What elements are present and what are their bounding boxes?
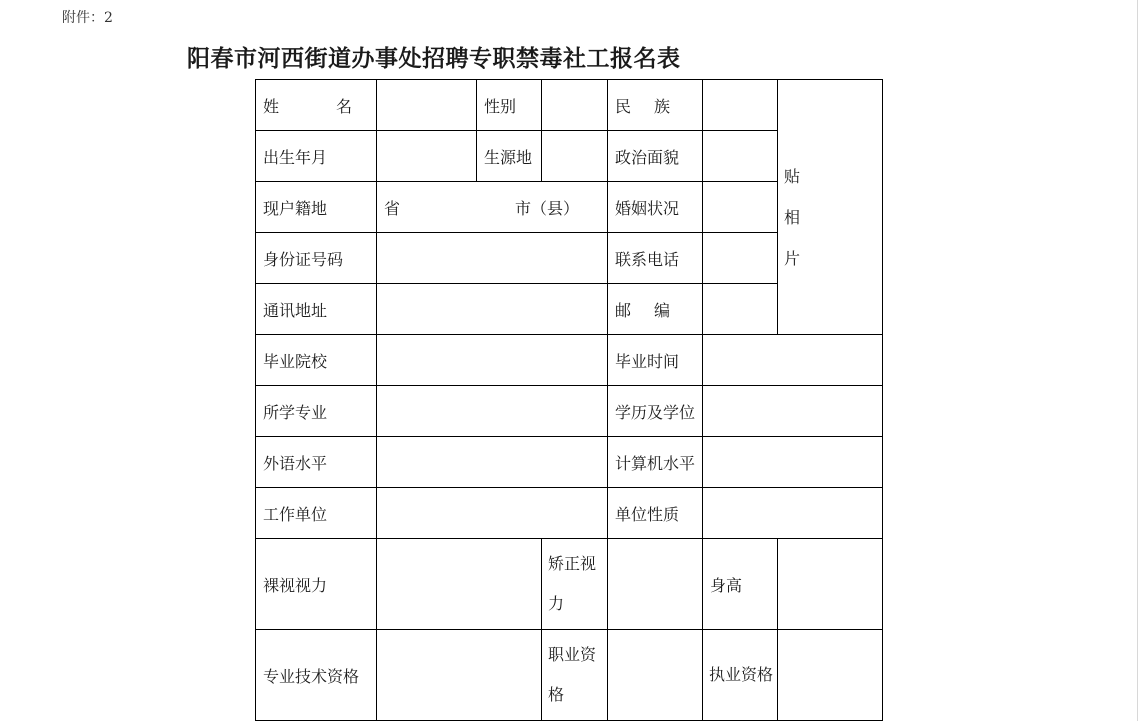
input-language[interactable]: [377, 437, 608, 488]
input-household[interactable]: [377, 182, 608, 233]
input-computer[interactable]: [703, 437, 883, 488]
input-school[interactable]: [377, 335, 608, 386]
label-computer: 计算机水平: [608, 437, 703, 488]
label-name-char1: 姓: [263, 96, 280, 116]
photo-label: [784, 156, 800, 279]
label-province: 省: [384, 198, 401, 218]
row-school: [256, 335, 883, 386]
row-vision: [256, 539, 883, 630]
photo-area[interactable]: [778, 80, 883, 335]
label-major: 所学专业: [256, 386, 377, 437]
input-gender[interactable]: [542, 80, 608, 131]
label-ethnicity: [608, 80, 703, 131]
page-edge-line: [1137, 0, 1138, 721]
input-origin-place[interactable]: [542, 131, 608, 182]
label-tech-qual: 专业技术资格: [256, 630, 377, 721]
label-postal-char2: 编: [653, 300, 670, 320]
label-name-char2: 名: [335, 96, 352, 116]
label-household: 现户籍地: [256, 182, 377, 233]
label-employer-type: 单位性质: [608, 488, 703, 539]
input-name[interactable]: [377, 80, 477, 131]
label-height: 身高: [703, 539, 778, 630]
input-height[interactable]: [778, 539, 883, 630]
input-ethnicity[interactable]: [703, 80, 778, 131]
photo-label-char1: 贴: [784, 167, 801, 186]
label-marital: 婚姻状况: [608, 182, 703, 233]
input-naked-vision[interactable]: [377, 539, 542, 630]
registration-form-table: [255, 79, 883, 721]
label-phone: 联系电话: [608, 233, 703, 284]
label-id-number: 身份证号码: [256, 233, 377, 284]
label-school: 毕业院校: [256, 335, 377, 386]
label-political: 政治面貌: [608, 131, 703, 182]
label-gender: 性别: [477, 80, 542, 131]
input-practice-qual[interactable]: [778, 630, 883, 721]
photo-label-char2: 相: [784, 208, 801, 227]
label-degree: 学历及学位: [608, 386, 703, 437]
input-employer-type[interactable]: [703, 488, 883, 539]
input-phone[interactable]: [703, 233, 778, 284]
label-employer: 工作单位: [256, 488, 377, 539]
row-name: [256, 80, 883, 131]
label-naked-vision: 裸视视力: [256, 539, 377, 630]
row-employer: [256, 488, 883, 539]
label-ethnicity-char1: 民: [615, 96, 632, 116]
photo-label-char3: 片: [784, 249, 801, 268]
label-language: 外语水平: [256, 437, 377, 488]
row-qualifications: [256, 630, 883, 721]
form-title: 阳春市河西街道办事处招聘专职禁毒社工报名表: [187, 45, 681, 72]
label-postal-char1: 邮: [615, 300, 632, 320]
input-tech-qual[interactable]: [377, 630, 542, 721]
input-birth[interactable]: [377, 131, 477, 182]
input-political[interactable]: [703, 131, 778, 182]
row-major: [256, 386, 883, 437]
input-corrected-vision[interactable]: [608, 539, 703, 630]
label-postal: [608, 284, 703, 335]
label-ethnicity-char2: 族: [653, 96, 670, 116]
label-grad-time: 毕业时间: [608, 335, 703, 386]
input-vocational-qual[interactable]: [608, 630, 703, 721]
input-marital[interactable]: [703, 182, 778, 233]
label-name: [256, 80, 377, 131]
label-corrected-vision: 矫正视力: [542, 539, 608, 630]
label-practice-qual: 执业资格: [703, 630, 778, 721]
row-language: [256, 437, 883, 488]
label-address: 通讯地址: [256, 284, 377, 335]
attachment-label: 附件：2: [62, 10, 113, 26]
input-postal[interactable]: [703, 284, 778, 335]
input-address[interactable]: [377, 284, 608, 335]
input-major[interactable]: [377, 386, 608, 437]
label-vocational-qual: 职业资格: [542, 630, 608, 721]
label-origin-place: 生源地: [477, 131, 542, 182]
label-city: 市（县）: [514, 198, 579, 218]
input-degree[interactable]: [703, 386, 883, 437]
input-grad-time[interactable]: [703, 335, 883, 386]
input-employer[interactable]: [377, 488, 608, 539]
input-id-number[interactable]: [377, 233, 608, 284]
label-birth: 出生年月: [256, 131, 377, 182]
